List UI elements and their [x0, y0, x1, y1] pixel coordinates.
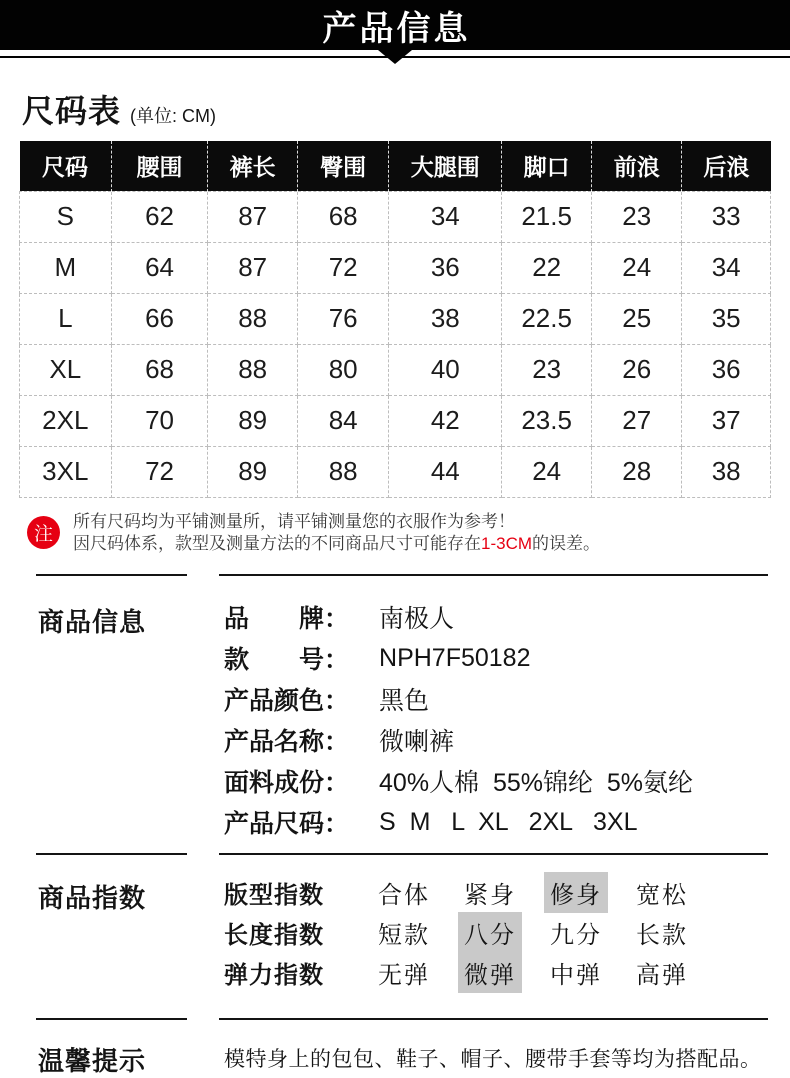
info-colon: ： [324, 728, 350, 756]
value-cell: 40 [389, 344, 502, 395]
index-option: 紧身 [464, 882, 516, 909]
info-value: NPH7F50182 [379, 643, 531, 672]
header-thigh: 大腿围 [389, 141, 502, 191]
value-cell: 38 [389, 293, 502, 344]
value-cell: 24 [592, 242, 682, 293]
index-option: 八分 [458, 912, 522, 953]
value-cell: 62 [111, 191, 208, 242]
info-row-fabric [224, 761, 770, 802]
product-index-title: 商品指数 [38, 882, 147, 913]
value-cell: 70 [111, 395, 208, 446]
index-row-fit [224, 873, 770, 913]
header-hip: 臀围 [297, 141, 389, 191]
tips-section [38, 1036, 770, 1078]
value-cell: 44 [389, 446, 502, 497]
index-label: 弹力指数 [224, 962, 324, 989]
info-colon: ： [324, 605, 350, 633]
table-row [20, 242, 771, 293]
value-cell: 88 [297, 446, 389, 497]
info-value: 南极人 [379, 605, 455, 633]
size-cell: L [20, 293, 112, 344]
value-cell: 23 [502, 344, 592, 395]
index-option: 微弹 [458, 952, 522, 993]
index-option: 合体 [378, 882, 430, 909]
value-cell: 89 [208, 395, 297, 446]
section-divider [36, 853, 768, 855]
value-cell: 33 [682, 191, 771, 242]
index-option: 无弹 [378, 962, 430, 989]
value-cell: 23.5 [502, 395, 592, 446]
value-cell: 28 [592, 446, 682, 497]
value-cell: 36 [682, 344, 771, 395]
section-divider [36, 1018, 768, 1020]
size-table-head-row [20, 141, 771, 191]
index-option: 修身 [544, 872, 608, 913]
info-label: 产品尺码 [224, 810, 325, 838]
value-cell: 42 [389, 395, 502, 446]
product-info-title: 商品信息 [38, 606, 147, 637]
value-cell: 89 [208, 446, 297, 497]
header-leg-opening: 脚口 [502, 141, 592, 191]
size-cell: 2XL [20, 395, 112, 446]
table-row [20, 191, 771, 242]
product-index-section [38, 873, 770, 993]
value-cell: 88 [208, 344, 297, 395]
table-row [20, 446, 771, 497]
value-cell: 76 [297, 293, 389, 344]
info-value: 黑色 [379, 687, 430, 715]
value-cell: 87 [208, 191, 297, 242]
info-colon: ： [324, 810, 350, 838]
value-cell: 72 [297, 242, 389, 293]
size-cell: M [20, 242, 112, 293]
size-table-unit: (单位: CM) [130, 106, 216, 126]
tips-title: 温馨提示 [38, 1045, 147, 1076]
value-cell: 34 [682, 242, 771, 293]
value-cell: 37 [682, 395, 771, 446]
value-cell: 22.5 [502, 293, 592, 344]
size-cell: 3XL [20, 446, 112, 497]
info-row-brand [224, 597, 770, 638]
index-option: 中弹 [550, 962, 602, 989]
header-front-rise: 前浪 [592, 141, 682, 191]
header-pants-length: 裤长 [208, 141, 297, 191]
note-text [73, 511, 600, 555]
value-cell: 22 [502, 242, 592, 293]
banner-underline [0, 50, 790, 66]
header-waist: 腰围 [111, 141, 208, 191]
info-label: 款号 [224, 646, 324, 674]
info-row-product-name [224, 720, 770, 761]
index-option: 宽松 [636, 882, 688, 909]
index-option: 长款 [636, 922, 688, 949]
table-row [20, 344, 771, 395]
value-cell: 84 [297, 395, 389, 446]
note-line-1: 所有尺码均为平铺测量所，请平铺测量您的衣服作为参考！ [73, 511, 515, 531]
value-cell: 21.5 [502, 191, 592, 242]
value-cell: 68 [111, 344, 208, 395]
value-cell: 87 [208, 242, 297, 293]
info-label: 产品名称 [224, 728, 325, 756]
value-cell: 38 [682, 446, 771, 497]
table-row [20, 395, 771, 446]
value-cell: 72 [111, 446, 208, 497]
value-cell: 88 [208, 293, 297, 344]
page-title: 产品信息 [322, 9, 471, 48]
info-value: 微喇裤 [379, 728, 455, 756]
size-cell: S [20, 191, 112, 242]
table-row [20, 293, 771, 344]
info-label: 面料成份 [224, 769, 325, 797]
size-table-header [22, 86, 790, 132]
value-cell: 24 [502, 446, 592, 497]
index-option: 高弹 [636, 962, 688, 989]
product-info-section [38, 597, 770, 843]
value-cell: 68 [297, 191, 389, 242]
page-banner [0, 0, 790, 50]
banner-arrow-icon [378, 50, 412, 64]
index-label: 长度指数 [224, 922, 324, 949]
value-cell: 35 [682, 293, 771, 344]
value-cell: 80 [297, 344, 389, 395]
info-value: 40%人棉 55%锦纶 5%氨纶 [379, 769, 694, 797]
value-cell: 25 [592, 293, 682, 344]
value-cell: 64 [111, 242, 208, 293]
value-cell: 23 [592, 191, 682, 242]
index-option: 短款 [378, 922, 430, 949]
note-tolerance: 1-3CM [481, 533, 533, 553]
index-row-length [224, 913, 770, 953]
value-cell: 66 [111, 293, 208, 344]
header-size: 尺码 [20, 141, 112, 191]
measure-note [27, 511, 770, 555]
size-table-title: 尺码表 [22, 93, 122, 129]
note-badge: 注 [27, 516, 60, 549]
header-back-rise: 后浪 [682, 141, 771, 191]
info-colon: ： [324, 769, 350, 797]
info-colon: ： [324, 646, 350, 674]
value-cell: 34 [389, 191, 502, 242]
info-value: S M L XL 2XL 3XL [379, 807, 638, 836]
info-label: 品牌 [224, 605, 324, 633]
value-cell: 26 [592, 344, 682, 395]
size-table [19, 141, 771, 498]
note-line-2: 因尺码体系，款型及测量方法的不同商品尺寸可能存在1-3CM的误差。 [73, 533, 601, 553]
index-row-stretch [224, 953, 770, 993]
info-row-style-number [224, 638, 770, 679]
info-colon: ： [324, 687, 350, 715]
value-cell: 27 [592, 395, 682, 446]
index-label: 版型指数 [224, 882, 324, 909]
info-label: 产品颜色 [224, 687, 325, 715]
section-divider [36, 574, 768, 576]
info-row-color [224, 679, 770, 720]
size-cell: XL [20, 344, 112, 395]
index-option: 九分 [550, 922, 602, 949]
info-row-sizes [224, 802, 770, 843]
value-cell: 36 [389, 242, 502, 293]
tips-content: 模特身上的包包、鞋子、帽子、腰带手套等均为搭配品。 [224, 1047, 762, 1071]
size-table-wrap [19, 141, 771, 498]
